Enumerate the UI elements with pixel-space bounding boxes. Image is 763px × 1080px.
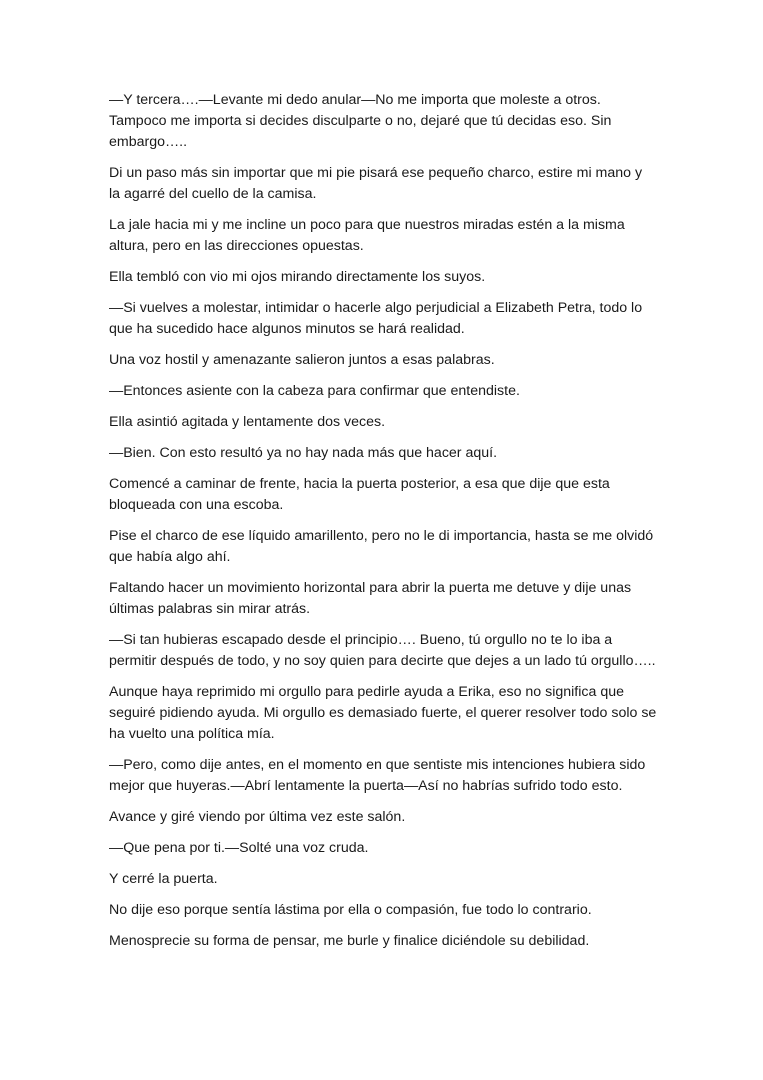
paragraph-19: No dije eso porque sentía lástima por ella o compasión, fue todo lo contrario.	[109, 902, 592, 918]
paragraph-11: Pise el charco de ese líquido amarillento, pero no le di importancia, hasta se me olvidó que había algo ahí.	[109, 528, 654, 565]
paragraph-20: Menosprecie su forma de pensar, me burle y finalice diciéndole su debilidad.	[109, 933, 590, 949]
paragraph-12: Faltando hacer un movimiento horizontal para abrir la puerta me detuve y dije unas últimas palabras sin mirar atrás.	[109, 580, 632, 617]
paragraph-3: La jale hacia mi y me incline un poco para que nuestros miradas estén a la misma altura, pero en las direcciones opuestas.	[109, 217, 625, 254]
paragraph-17: —Que pena por ti.—Solté una voz cruda.	[109, 840, 369, 856]
document-body	[109, 90, 657, 962]
paragraph-5: —Si vuelves a molestar, intimidar o hacerle algo perjudicial a Elizabeth Petra, todo lo que ha sucedido hace algunos minutos se hará realidad.	[109, 300, 643, 337]
paragraph-13: —Si tan hubieras escapado desde el principio…. Bueno, tú orgullo no te lo iba a permitir después de todo, y no soy quien para decirte que dejes a un lado tú orgullo…..	[109, 632, 656, 669]
paragraph-2: Di un paso más sin importar que mi pie pisará ese pequeño charco, estire mi mano y la agarré del cuello de la camisa.	[109, 165, 643, 202]
paragraph-6: Una voz hostil y amenazante salieron juntos a esas palabras.	[109, 352, 495, 368]
paragraph-14: Aunque haya reprimido mi orgullo para pedirle ayuda a Erika, eso no significa que seguiré pidiendo ayuda. Mi orgullo es demasiado fuerte, el querer resolver todo solo se ha vuelto una política mía.	[109, 684, 657, 742]
paragraph-1: —Y tercera….—Levante mi dedo anular—No me importa que moleste a otros. Tampoco me importa si decides disculparte o no, dejaré que tú decidas eso. Sin embargo…..	[109, 92, 612, 150]
paragraph-10: Comencé a caminar de frente, hacia la puerta posterior, a esa que dije que esta bloqueada con una escoba.	[109, 476, 610, 513]
paragraph-16: Avance y giré viendo por última vez este salón.	[109, 809, 406, 825]
paragraph-4: Ella tembló con vio mi ojos mirando directamente los suyos.	[109, 269, 486, 285]
paragraph-7: —Entonces asiente con la cabeza para confirmar que entendiste.	[109, 383, 520, 399]
paragraph-18: Y cerré la puerta.	[109, 871, 218, 887]
paragraph-15: —Pero, como dije antes, en el momento en que sentiste mis intenciones hubiera sido mejor que huyeras.—Abrí lentamente la puerta—Así no habrías sufrido todo esto.	[109, 757, 646, 794]
paragraph-9: —Bien. Con esto resultó ya no hay nada más que hacer aquí.	[109, 445, 498, 461]
paragraph-8: Ella asintió agitada y lentamente dos veces.	[109, 414, 386, 430]
